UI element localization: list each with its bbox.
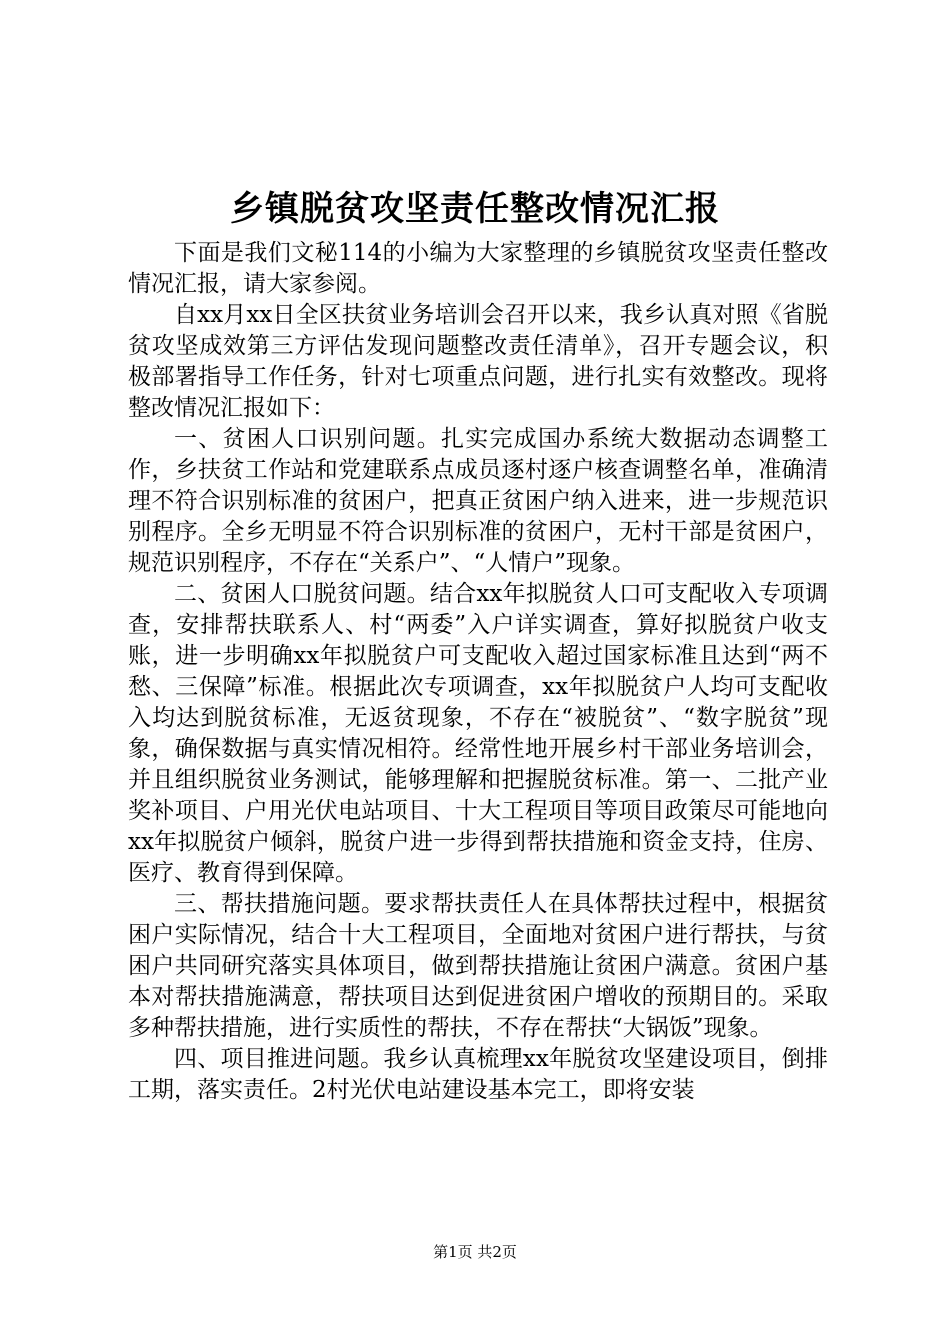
document-title: 乡镇脱贫攻坚责任整改情况汇报 bbox=[230, 189, 720, 229]
paragraph-overview: 自xx月xx日全区扶贫业务培训会召开以来，我乡认真对照《省脱贫攻坚成效第三方评估发现问题整改责任清单》，召开专题会议，积极部署指导工作任务，针对七项重点问题，进行扎实有效整改。现将整改情况汇报如下： bbox=[128, 302, 828, 421]
page-footer: 第1页 共2页 bbox=[433, 1243, 517, 1261]
paragraph-section-3: 三、帮扶措施问题。要求帮扶责任人在具体帮扶过程中，根据贫困户实际情况，结合十大工程项目，全面地对贫困户进行帮扶，与贫困户共同研究落实具体项目，做到帮扶措施让贫困户满意。贫困户基本对帮扶措施满意，帮扶项目达到促进贫困户增收的预期目的。采取多种帮扶措施，进行实质性的帮扶，不存在帮扶“大锅饭”现象。 bbox=[128, 891, 828, 1041]
paragraph-intro: 下面是我们文秘114的小编为大家整理的乡镇脱贫攻坚责任整改情况汇报，请大家参阅。 bbox=[128, 240, 828, 297]
paragraph-section-2: 二、贫困人口脱贫问题。结合xx年拟脱贫人口可支配收入专项调查，安排帮扶联系人、村“两委”入户详实调查，算好拟脱贫户收支账，进一步明确xx年拟脱贫户可支配收入超过国家标准且达到“两不愁、三保障”标准。根据此次专项调查，xx年拟脱贫户人均可支配收入均达到脱贫标准，无返贫现象，不存在“被脱贫”、“数字脱贫”现象，确保数据与真实情况相符。经常性地开展乡村干部业务培训会，并且组织脱贫业务测试，能够理解和把握脱贫标准。第一、二批产业奖补项目、户用光伏电站项目、十大工程项目等项目政策尽可能地向xx年拟脱贫户倾斜，脱贫户进一步得到帮扶措施和资金支持，住房、医疗、教育得到保障。 bbox=[128, 581, 828, 886]
document-body bbox=[128, 238, 828, 1106]
paragraph-section-4: 四、项目推进问题。我乡认真梳理xx年脱贫攻坚建设项目，倒排工期，落实责任。2村光伏电站建设基本完工，即将安装 bbox=[128, 1046, 828, 1103]
paragraph-section-1: 一、贫困人口识别问题。扎实完成国办系统大数据动态调整工作，乡扶贫工作站和党建联系点成员逐村逐户核查调整名单，准确清理不符合识别标准的贫困户，把真正贫困户纳入进来，进一步规范识别程序。全乡无明显不符合识别标准的贫困户，无村干部是贫困户，规范识别程序，不存在“关系户”、“人情户”现象。 bbox=[128, 426, 828, 576]
